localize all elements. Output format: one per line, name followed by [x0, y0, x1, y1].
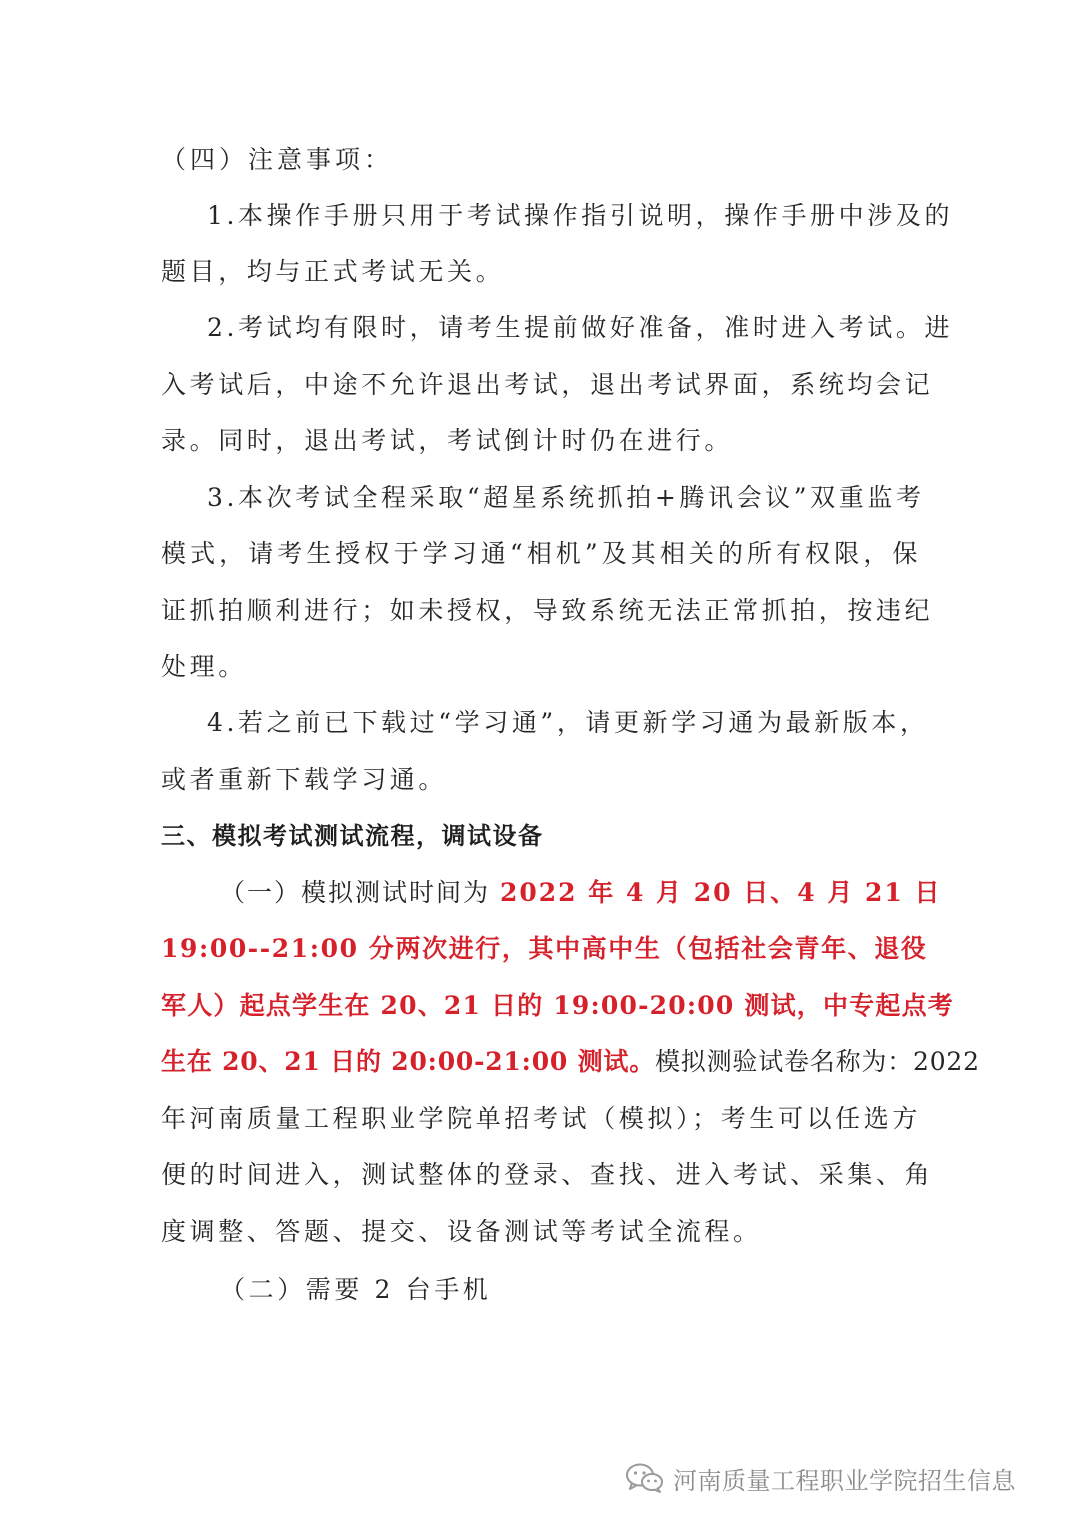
sub-1-line-4-highlight: 生在 20、21 日的 20:00-21:00 测试。: [161, 1047, 655, 1076]
notice-item-2-line-1: 2.考试均有限时，请考生提前做好准备，准时进入考试。进: [207, 313, 954, 342]
wechat-icon: [625, 1462, 665, 1494]
notice-item-1-line-1: 1.本操作手册只用于考试操作指引说明，操作手册中涉及的: [207, 201, 954, 230]
section-4-title: （四）注意事项：: [161, 145, 394, 174]
section-3-heading: 三、模拟考试测试流程，调试设备: [161, 822, 544, 850]
watermark-text: 河南质量工程职业学院招生信息: [673, 1466, 1016, 1495]
notice-item-4-line-1: 4.若之前已下载过“学习通”，请更新学习通为最新版本，: [207, 708, 929, 737]
watermark: [625, 1458, 1055, 1498]
notice-item-4-line-2: 或者重新下载学习通。: [161, 765, 448, 794]
notice-item-3-line-1: 3.本次考试全程采取“超星系统抓拍+腾讯会议”双重监考: [207, 483, 925, 512]
sub-1-line-1: [220, 875, 942, 911]
sub-1-line-1-prefix: （一）模拟测试时间为: [220, 878, 500, 907]
sub-1-line-3: 军人）起点学生在 20、21 日的 19:00-20:00 测试，中专起点考: [161, 991, 954, 1020]
sub-1-line-4-suffix: 模拟测验试卷名称为：2022: [655, 1047, 980, 1076]
notice-item-1-line-2: 题目，均与正式考试无关。: [161, 257, 505, 286]
sub-1-line-7: 度调整、答题、提交、设备测试等考试全流程。: [161, 1217, 762, 1246]
sub-2-text: （二）需要 2 台手机: [220, 1275, 492, 1304]
sub-1-line-5: 年河南质量工程职业学院单招考试（模拟）；考生可以任选方: [161, 1104, 921, 1133]
sub-1-line-6: 便的时间进入，测试整体的登录、查找、进入考试、采集、角: [161, 1160, 934, 1189]
sub-1-line-2: 19:00--21:00 分两次进行，其中高中生（包括社会青年、退役: [161, 934, 928, 963]
notice-item-2-line-3: 录。同时，退出考试，考试倒计时仍在进行。: [161, 426, 734, 455]
notice-item-3-line-4: 处理。: [161, 652, 247, 681]
notice-item-2-line-2: 入考试后，中途不允许退出考试，退出考试界面，系统均会记: [161, 370, 934, 399]
notice-item-3-line-3: 证抓拍顺利进行；如未授权，导致系统无法正常抓拍，按违纪: [161, 596, 934, 625]
sub-1-line-4: [161, 1044, 980, 1080]
sub-1-line-1-highlight: 2022 年 4 月 20 日、4 月 21 日: [499, 878, 942, 907]
notice-item-3-line-2: 模式，请考生授权于学习通“相机”及其相关的所有权限，保: [161, 539, 921, 568]
